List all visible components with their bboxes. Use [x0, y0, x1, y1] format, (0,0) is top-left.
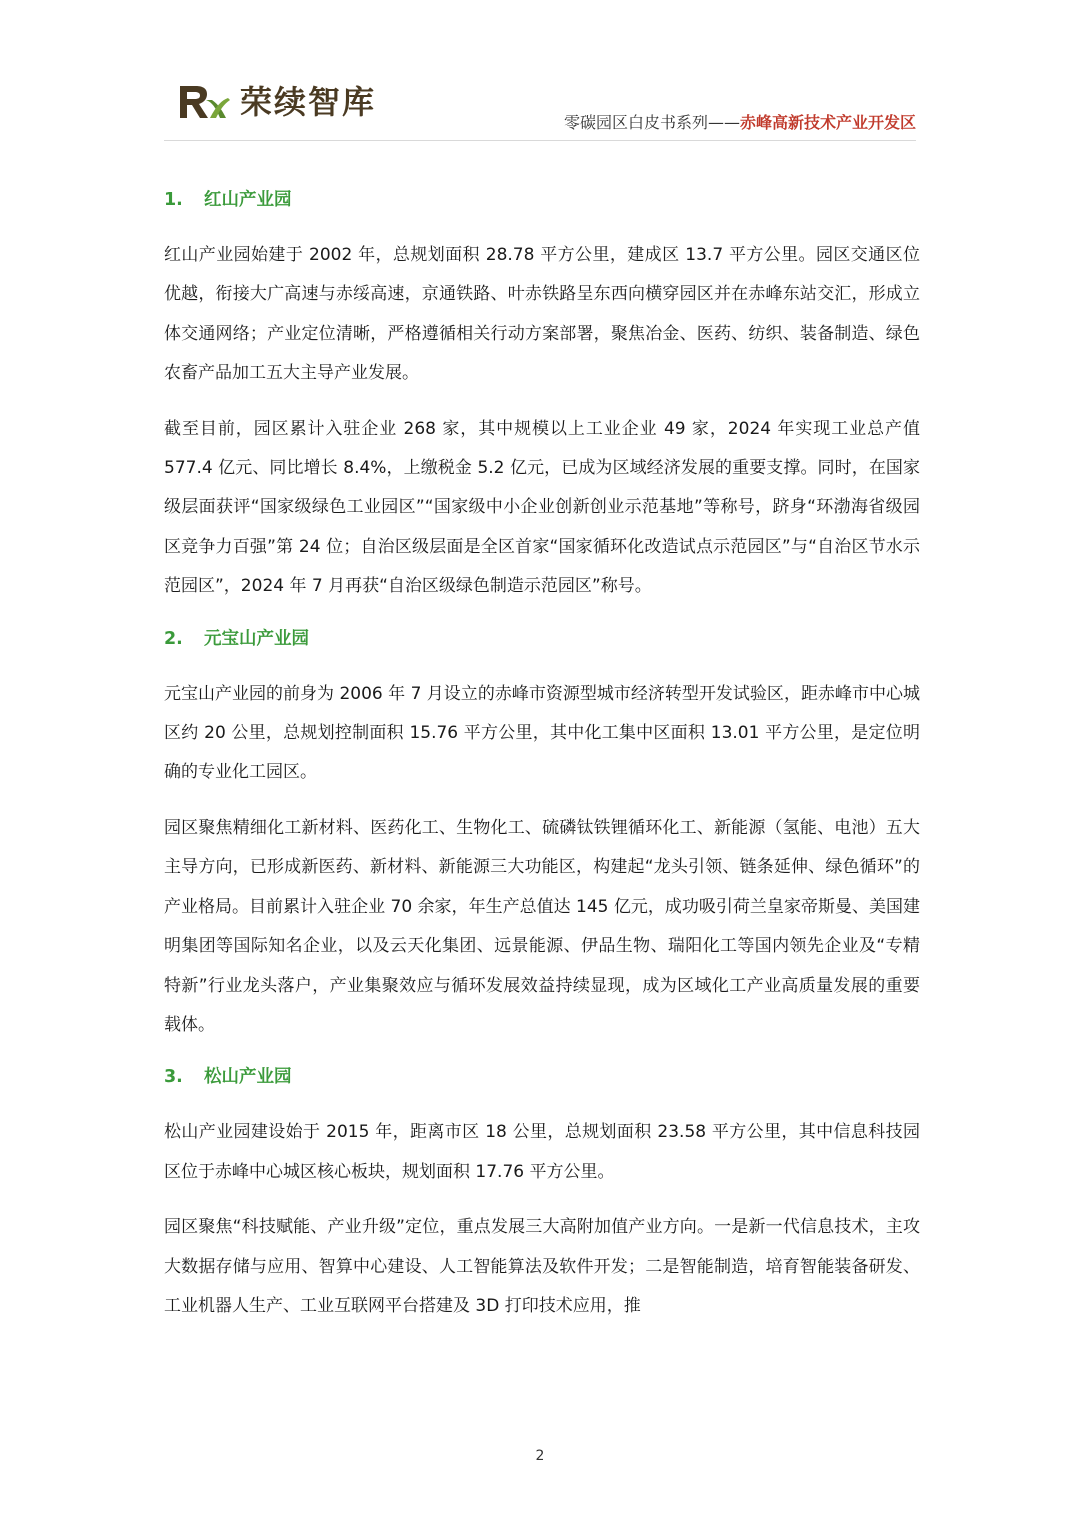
paragraph: 园区聚焦“科技赋能、产业升级”定位，重点发展三大高附加值产业方向。一是新一代信息技术，主攻大数据存储与应用、智算中心建设、人工智能算法及软件开发；二是智能制造，培育智能装备研发、工业机器人生产、工业互联网平台搭建及 3D 打印技术应用，推	[164, 1217, 920, 1316]
section-heading	[164, 623, 920, 655]
page-number: 2	[535, 1448, 545, 1464]
series-highlight: 赤峰高新技术产业开发区	[739, 113, 916, 132]
paragraph: 松山产业园建设始于 2015 年，距离市区 18 公里，总规划面积 23.58 平方公里，其中信息科技园区位于赤峰中心城区核心板块，规划面积 17.76 平方公里。	[164, 1122, 920, 1182]
section-number: 3.	[164, 1067, 183, 1088]
section-number: 1.	[164, 190, 183, 210]
section-title: 元宝山产业园	[204, 628, 309, 649]
paragraph: 园区聚焦精细化工新材料、医药化工、生物化工、硫磷钛铁锂循环化工、新能源（氢能、电池）五大主导方向，已形成新医药、新材料、新能源三大功能区，构建起“龙头引领、链条延伸、绿色循环”的产业格局。目前累计入驻企业 70 余家，年生产总值达 145 亿元，成功吸引荷兰皇家帝斯曼、美国建明集团等国际知名企业，以及云天化集团、远景能源、伊品生物、瑞阳化工等国内领先企业及“专精特新”行业龙头落户，产业集聚效应与循环发展效益持续显现，成为区域化工产业高质量发展的重要载体。	[164, 817, 920, 1035]
paragraph: 截至目前，园区累计入驻企业 268 家，其中规模以上工业企业 49 家，2024 年实现工业总产值 577.4 亿元、同比增长 8.4%，上缴税金 5.2 亿元，已成为区域经济发展的重要支撑。同时，在国家级层面获评“国家级绿色工业园区”“国家级中小企业创新创业示范基地”等称号，跻身“环渤海省级园区竞争力百强”第 24 位；自治区级层面是全区首家“国家循环化改造试点示范园区”与“自治区节水示范园区”，2024 年 7 月再获“自治区级绿色制造示范园区”称号。	[164, 418, 920, 597]
page-header	[0, 0, 1080, 150]
section-heading	[164, 1061, 920, 1093]
document-body	[164, 184, 920, 1342]
series-title	[564, 110, 916, 136]
section-heading	[164, 184, 920, 216]
section-title: 松山产业园	[204, 1067, 292, 1088]
section-number: 2.	[164, 628, 183, 649]
section-title: 红山产业园	[204, 190, 292, 210]
brand-logo	[176, 80, 376, 124]
paragraph: 元宝山产业园的前身为 2006 年 7 月设立的赤峰市资源型城市经济转型开发试验区，距赤峰市中心城区约 20 公里，总规划控制面积 15.76 平方公里，其中化工集中区面积 13.01 平方公里，是定位明确的专业化工园区。	[164, 683, 920, 783]
rx-logo-icon	[176, 80, 232, 124]
paragraph: 红山产业园始建于 2002 年，总规划面积 28.78 平方公里，建成区 13.7 平方公里。园区交通区位优越，衔接大广高速与赤绥高速，京通铁路、叶赤铁路呈东西向横穿园区并在赤峰东站交汇，形成立体交通网络；产业定位清晰，严格遵循相关行动方案部署，聚焦冶金、医药、纺织、装备制造、绿色农畜产品加工五大主导产业发展。	[164, 245, 920, 384]
header-divider	[164, 140, 916, 141]
series-prefix: 零碳园区白皮书系列——	[563, 113, 740, 132]
brand-name: 荣续智库	[240, 83, 377, 121]
